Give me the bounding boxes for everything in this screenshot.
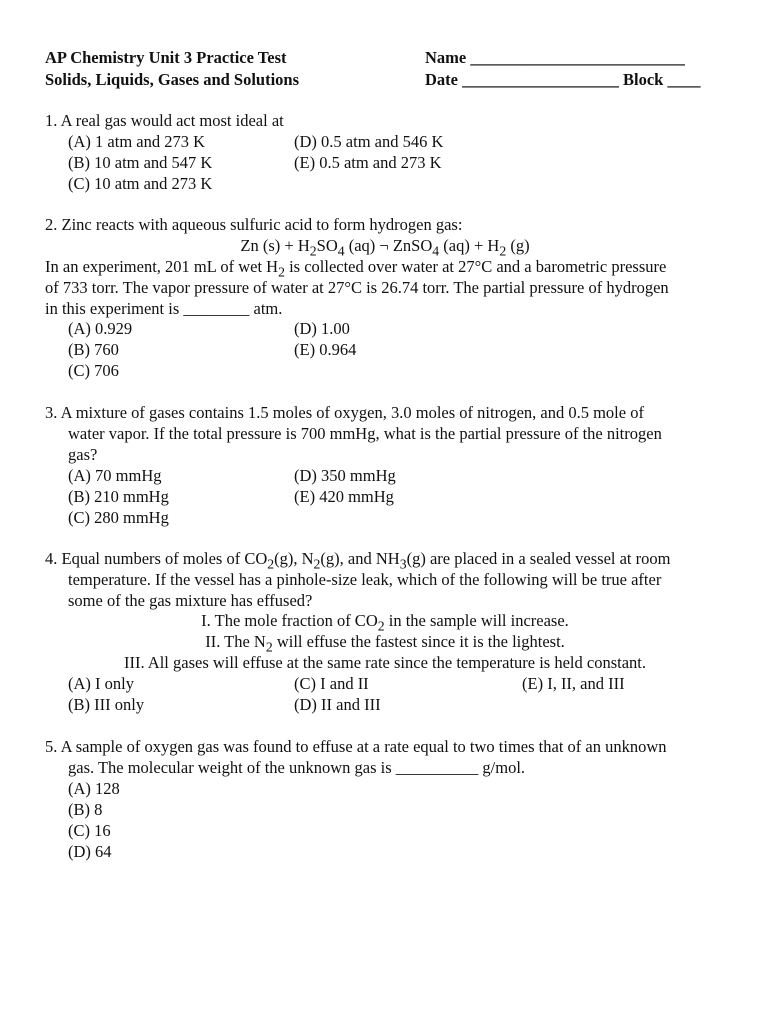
question-5-text-line-2: gas. The molecular weight of the unknown gas is __________ g/mol. bbox=[68, 758, 526, 777]
question-3-text-line-2: water vapor. If the total pressure is 700 mmHg, what is the partial pressure of the nitrogen bbox=[68, 424, 662, 443]
question-3-option-b: (B) 210 mmHg bbox=[68, 487, 169, 506]
question-4-text-line-1: 4. Equal numbers of moles of $CO_2(g)$, $N_2(g)$, and $NH_3(g)$ are placed in a sealed vessel at room bbox=[45, 549, 671, 572]
question-1-option-c: (C) 10 atm and 273 K bbox=[68, 174, 213, 193]
name-line: Name __________________________ bbox=[425, 48, 685, 67]
question-5-option-c: (C) 16 bbox=[68, 821, 111, 840]
question-3-option-c: (C) 280 mmHg bbox=[68, 508, 169, 527]
question-2-equation: Zn $(s) + H_2SO_4$ (aq) ¬ ZnSO$_4$ $(aq) + H_2$ (g) bbox=[240, 236, 530, 259]
question-3-text-line-1: 3. A mixture of gases contains 1.5 moles of oxygen, 3.0 moles of nitrogen, and 0.5 mole of bbox=[45, 403, 644, 422]
question-2-option-b: (B) 760 bbox=[68, 340, 119, 359]
question-1-stem: 1. A real gas would act most ideal at bbox=[45, 111, 284, 130]
question-4-statement-3: III. All gases will effuse at the same rate since the temperature is held constant. bbox=[123, 653, 646, 672]
question-3-option-d: (D) 350 mmHg bbox=[294, 466, 396, 485]
question-4-statement-2: II. The $N_2$ will effuse the fastest since it is the lightest. bbox=[205, 632, 565, 655]
question-4-option-e: (E) I, II, and III bbox=[522, 674, 625, 693]
question-4-option-c: (C) I and II bbox=[294, 674, 369, 693]
question-2-option-e: (E) 0.964 bbox=[294, 340, 357, 359]
question-3-option-e: (E) 420 mmHg bbox=[294, 487, 394, 506]
question-1-option-e: (E) 0.5 atm and 273 K bbox=[294, 153, 442, 172]
question-4-text-line-2: temperature. If the vessel has a pinhole-size leak, which of the following will be true after bbox=[68, 570, 662, 589]
question-2-stem: 2. Zinc reacts with aqueous sulfuric acid to form hydrogen gas: bbox=[45, 215, 463, 234]
question-1-option-a: (A) 1 atm and 273 K bbox=[68, 132, 206, 151]
question-2-option-d: (D) 1.00 bbox=[294, 319, 350, 338]
test-subtitle: Solids, Liquids, Gases and Solutions bbox=[45, 70, 300, 89]
question-5-option-d: (D) 64 bbox=[68, 842, 112, 861]
question-5-option-a: (A) 128 bbox=[68, 779, 120, 798]
question-4-option-d: (D) II and III bbox=[294, 695, 381, 714]
question-4-statement-1: I. The mole fraction of $CO_2$ in the sample will increase. bbox=[201, 611, 569, 634]
question-5-text-line-1: 5. A sample of oxygen gas was found to effuse at a rate equal to two times that of an unknown bbox=[45, 737, 667, 756]
question-2-option-c: (C) 706 bbox=[68, 361, 119, 380]
question-4-text-line-3: some of the gas mixture has effused? bbox=[68, 591, 313, 610]
question-4-option-b: (B) III only bbox=[68, 695, 145, 714]
question-2-text-line-2: of 733 torr. The vapor pressure of water at 27°C is 26.74 torr. The partial pressure of hydrogen bbox=[45, 278, 669, 297]
question-3-text-line-3: gas? bbox=[68, 445, 98, 464]
question-4-option-a: (A) I only bbox=[68, 674, 134, 693]
test-title: AP Chemistry Unit 3 Practice Test bbox=[45, 48, 287, 67]
question-5-option-b: (B) 8 bbox=[68, 800, 103, 819]
date-block-line: Date ___________________ Block ____ bbox=[425, 70, 701, 89]
question-2-text-line-1: In an experiment, 201 mL of wet $H_2$ is collected over water at 27°C and a barometric pressure bbox=[45, 257, 667, 280]
question-3-option-a: (A) 70 mmHg bbox=[68, 466, 162, 485]
question-2-text-line-3: in this experiment is ________ atm. bbox=[45, 299, 283, 318]
question-1-option-d: (D) 0.5 atm and 546 K bbox=[294, 132, 444, 151]
question-2-option-a: (A) 0.929 bbox=[68, 319, 133, 338]
question-1-option-b: (B) 10 atm and 547 K bbox=[68, 153, 213, 172]
